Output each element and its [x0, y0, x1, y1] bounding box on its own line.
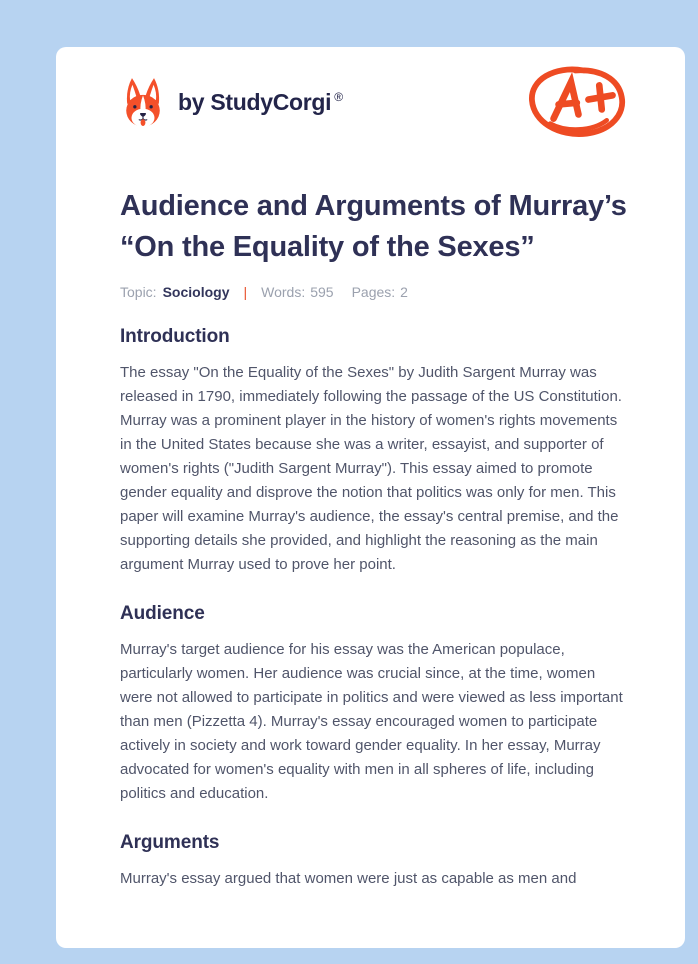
section-audience: [120, 603, 630, 806]
pages-label: Pages:: [351, 284, 396, 300]
pages-value: 2: [400, 284, 408, 300]
section-heading: Introduction: [120, 326, 230, 347]
words-stat: [261, 284, 333, 300]
document-header: [120, 62, 630, 142]
brand-text-label: by StudyCorgi: [178, 88, 332, 115]
section-arguments: [120, 832, 630, 891]
corgi-logo-icon: [120, 77, 166, 128]
a-plus-grade-icon: [522, 62, 630, 142]
section-paragraph: The essay "On the Equality of the Sexes" by Judith Sargent Murray was released in 1790, immediately following the passage of the US Constitution. Murray was a prominent player in the history of women's rights movements in the United States because she was a writer, essayist, and supporter of women's rights ("Judith Sargent Murray"). This essay aimed to promote gender equality and disprove the notion that politics was only for men. This paper will examine Murray's audience, the essay's central premise, and the supporting details she provided, and highlight the reasoning as the main argument Murray used to prove her point.: [120, 364, 622, 573]
topic-link[interactable]: Sociology: [162, 284, 230, 300]
section-introduction: [120, 326, 630, 577]
section-heading: Arguments: [120, 832, 220, 853]
topic-label: Topic:: [120, 284, 157, 300]
page-title: Audience and Arguments of Murray’s “On the Equality of the Sexes”: [120, 190, 627, 263]
section-heading: Audience: [120, 603, 205, 624]
document-card: [56, 47, 685, 948]
meta-stats: [261, 284, 408, 300]
pages-stat: [352, 284, 408, 300]
words-value: 595: [310, 284, 334, 300]
section-paragraph: Murray's essay argued that women were just as capable as men and: [120, 870, 577, 887]
meta-separator: |: [243, 284, 248, 300]
meta-row: [120, 284, 630, 300]
section-paragraph: Murray's target audience for his essay was the American populace, particularly women. Her audience was crucial since, at the time, women were not allowed to participate in politics and were viewed as less important than men (Pizzetta 4). Murray's essay encouraged women to participate actively in society and work toward gender equality. In her essay, Murray advocated for women's equality with men in all spheres of life, including politics and education.: [120, 641, 623, 802]
brand-link[interactable]: [120, 77, 343, 128]
brand-text: [178, 89, 343, 116]
words-label: Words:: [261, 284, 306, 300]
registered-mark-icon: ®: [334, 89, 343, 104]
